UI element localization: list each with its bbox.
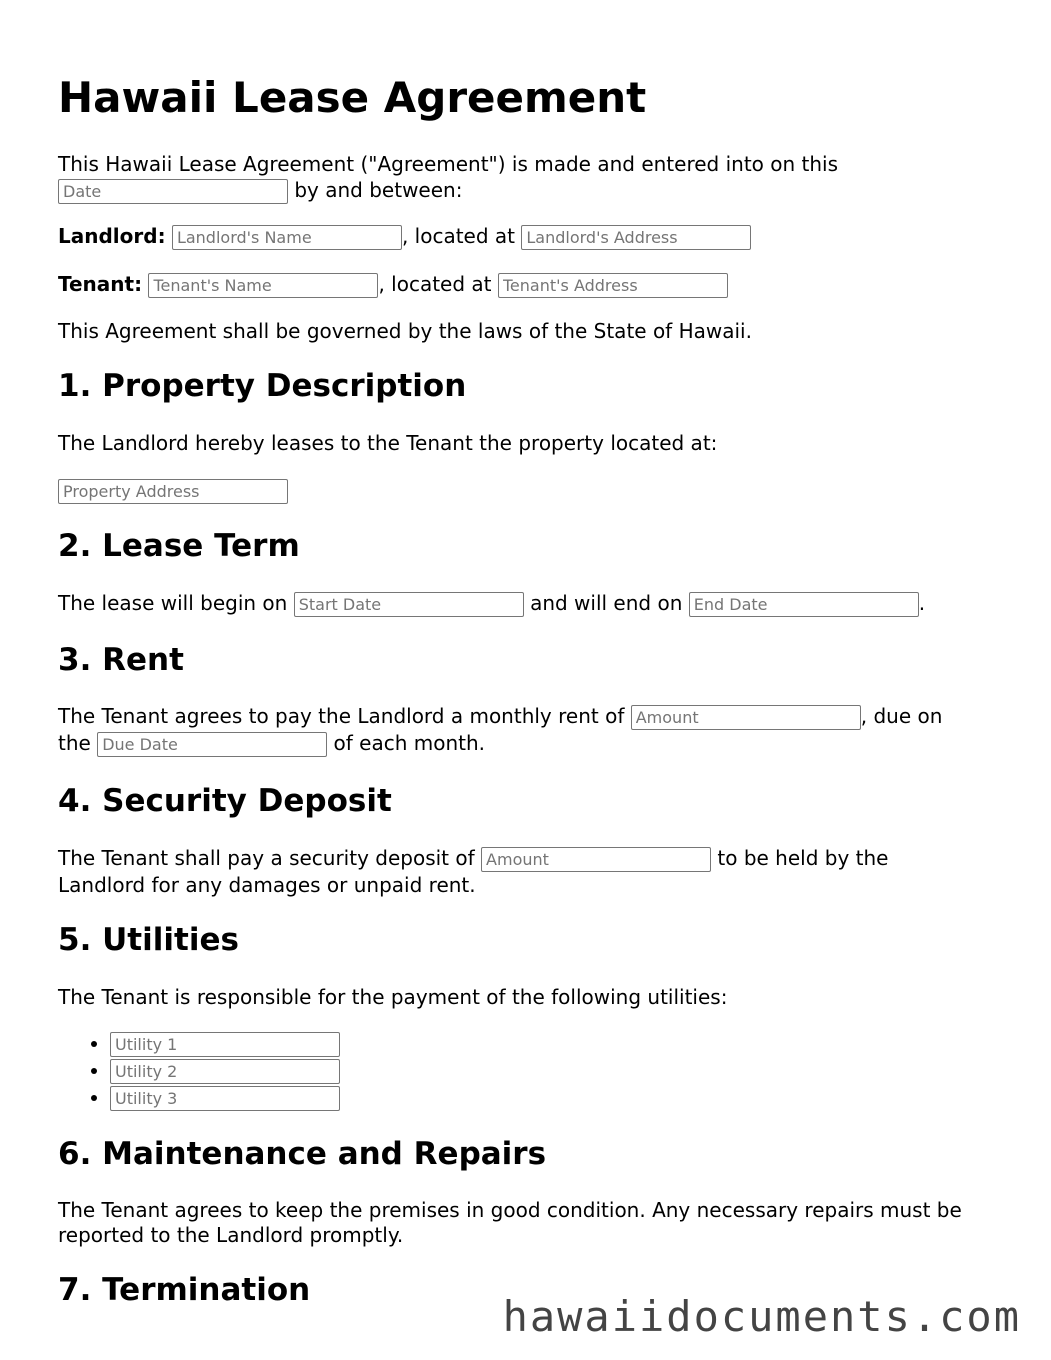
utility-1-input[interactable]	[110, 1032, 340, 1057]
maintenance-text: The Tenant agrees to keep the premises in good condition. Any necessary repairs must be reported to the Landlord promptly.	[58, 1198, 962, 1247]
utility-2-input[interactable]	[110, 1059, 340, 1084]
deposit-text-1: The Tenant shall pay a security deposit of	[58, 846, 475, 870]
lease-begin-text: The lease will begin on	[58, 591, 288, 615]
rent-amount-input[interactable]	[631, 705, 861, 730]
deposit-text-2: to be held by the	[717, 846, 889, 870]
page-title: Hawaii Lease Agreement	[58, 73, 647, 122]
start-date-input[interactable]	[294, 592, 524, 617]
section-heading-property: 1. Property Description	[58, 368, 467, 404]
landlord-name-input[interactable]	[172, 225, 402, 250]
landlord-address-input[interactable]	[521, 225, 751, 250]
lease-end-text: and will end on	[530, 591, 683, 615]
section-heading-termination: 7. Termination	[58, 1272, 311, 1308]
intro-text: This Hawaii Lease Agreement ("Agreement") is made and entered into on this	[58, 152, 839, 176]
tenant-address-input[interactable]	[498, 273, 728, 298]
governing-law-text: This Agreement shall be governed by the laws of the State of Hawaii.	[58, 319, 752, 343]
tenant-located-at: , located at	[378, 272, 492, 296]
lease-term-period: .	[918, 591, 926, 615]
rent-text-1: The Tenant agrees to pay the Landlord a monthly rent of	[58, 704, 625, 728]
property-text: The Landlord hereby leases to the Tenant the property located at:	[58, 431, 718, 455]
property-address-row	[58, 477, 998, 504]
tenant-line	[58, 271, 998, 298]
deposit-paragraph	[58, 845, 998, 898]
intro-text-after: by and between:	[294, 178, 463, 202]
watermark-text: hawaiidocuments.com	[502, 1292, 1021, 1341]
utilities-list	[58, 1030, 340, 1111]
intro-paragraph	[58, 151, 998, 204]
list-item	[110, 1057, 340, 1084]
deposit-text-3: Landlord for any damages or unpaid rent.	[58, 873, 476, 897]
list-item	[110, 1084, 340, 1111]
lease-term-line	[58, 590, 998, 617]
section-heading-lease-term: 2. Lease Term	[58, 528, 300, 564]
end-date-input[interactable]	[689, 592, 919, 617]
landlord-label: Landlord:	[58, 224, 166, 248]
section-heading-security-deposit: 4. Security Deposit	[58, 783, 392, 819]
utilities-text: The Tenant is responsible for the payment of the following utilities:	[58, 985, 728, 1009]
list-item	[110, 1030, 340, 1057]
section-heading-rent: 3. Rent	[58, 642, 184, 678]
rent-text-3: the	[58, 731, 91, 755]
section-heading-utilities: 5. Utilities	[58, 922, 239, 958]
rent-due-date-input[interactable]	[97, 732, 327, 757]
property-address-input[interactable]	[58, 479, 288, 504]
rent-text-2: , due on	[860, 704, 943, 728]
rent-paragraph	[58, 703, 998, 757]
landlord-line	[58, 223, 998, 250]
agreement-date-input[interactable]	[58, 179, 288, 204]
utility-3-input[interactable]	[110, 1086, 340, 1111]
tenant-label: Tenant:	[58, 272, 143, 296]
tenant-name-input[interactable]	[148, 273, 378, 298]
section-heading-maintenance: 6. Maintenance and Repairs	[58, 1136, 547, 1172]
rent-text-4: of each month.	[333, 731, 486, 755]
deposit-amount-input[interactable]	[481, 847, 711, 872]
landlord-located-at: , located at	[401, 224, 515, 248]
